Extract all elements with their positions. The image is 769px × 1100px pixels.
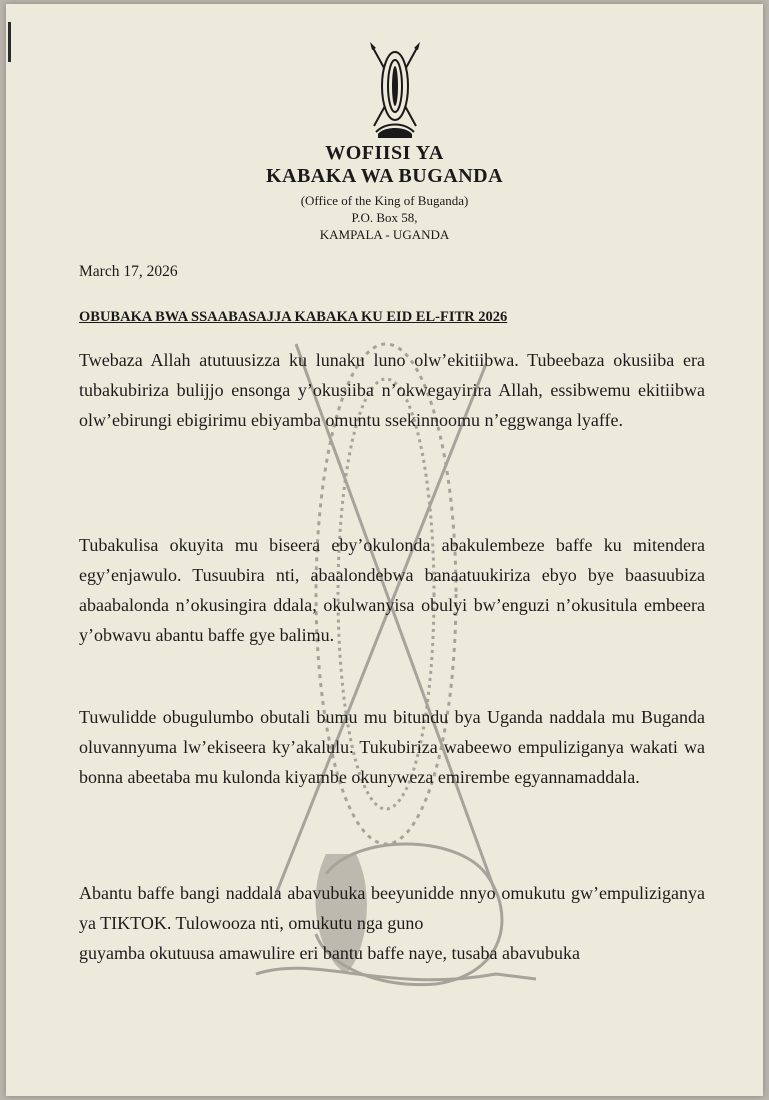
paragraph-4-last-line: guyamba okutuusa amawulire eri bantu baffe naye, tusaba abavubuka	[79, 943, 580, 963]
edge-mark	[8, 22, 11, 62]
paragraph-2: Tubakulisa okuyita mu biseera eby’okulonda abakulembeze baffe ku mitendera egy’enjawulo. Tusuubira nti, abaalondebwa banaatuukiriza ebyo bye baasuubiza abaabalonda n’okusingira ddala, okulwanyisa obulyi bw’enguzi n’okusitula embeera y’obwavu abantu baffe gye balimu.	[79, 535, 705, 645]
paragraph-1: Twebaza Allah atutuusizza ku lunaku luno olw’ekitiibwa. Tubeebaza okusiiba era tubakubiriza bulijjo ensonga y’okusiiba n’okwegayirira Allah, essibwemu ekitiibwa olw’ebirungi ebigirimu ebiyamba omuntu ssekinnoomu n’eggwanga lyaffe.	[79, 350, 705, 430]
office-english-name: (Office of the King of Buganda)	[300, 193, 469, 208]
letter-page	[6, 4, 763, 1096]
paragraph-3: Tuwulidde obugulumbo obutali bumu mu bitundu bya Uganda naddala mu Buganda oluvannyuma lw’ekiseera ky’akalulu. Tukubiriza wabeewo empuliziganya wakati wa bonna abeetaba mu kulonda kiyambe okunyweza emirembe egyannamaddala.	[79, 707, 705, 787]
letter-subject: OBUBAKA BWA SSAABASAJJA KABAKA KU EID EL-FITR 2026	[79, 309, 508, 325]
paragraph-4	[79, 878, 705, 968]
letter-date: March 17, 2026	[79, 263, 178, 280]
po-box: P.O. Box 58,	[351, 210, 418, 225]
office-title-line2: KABAKA WA BUGANDA	[265, 165, 504, 187]
office-location: KAMPALA - UGANDA	[319, 227, 450, 242]
buganda-shield-spears-emblem-icon	[368, 42, 422, 140]
paragraph-4-text: Abantu baffe bangi naddala abavubuka beeyunidde nnyo omukutu gw’empuliziganya ya TIKTOK. Tulowooza nti, omukutu nga guno	[79, 883, 705, 933]
office-title-line1: WOFIISI YA	[325, 142, 444, 164]
